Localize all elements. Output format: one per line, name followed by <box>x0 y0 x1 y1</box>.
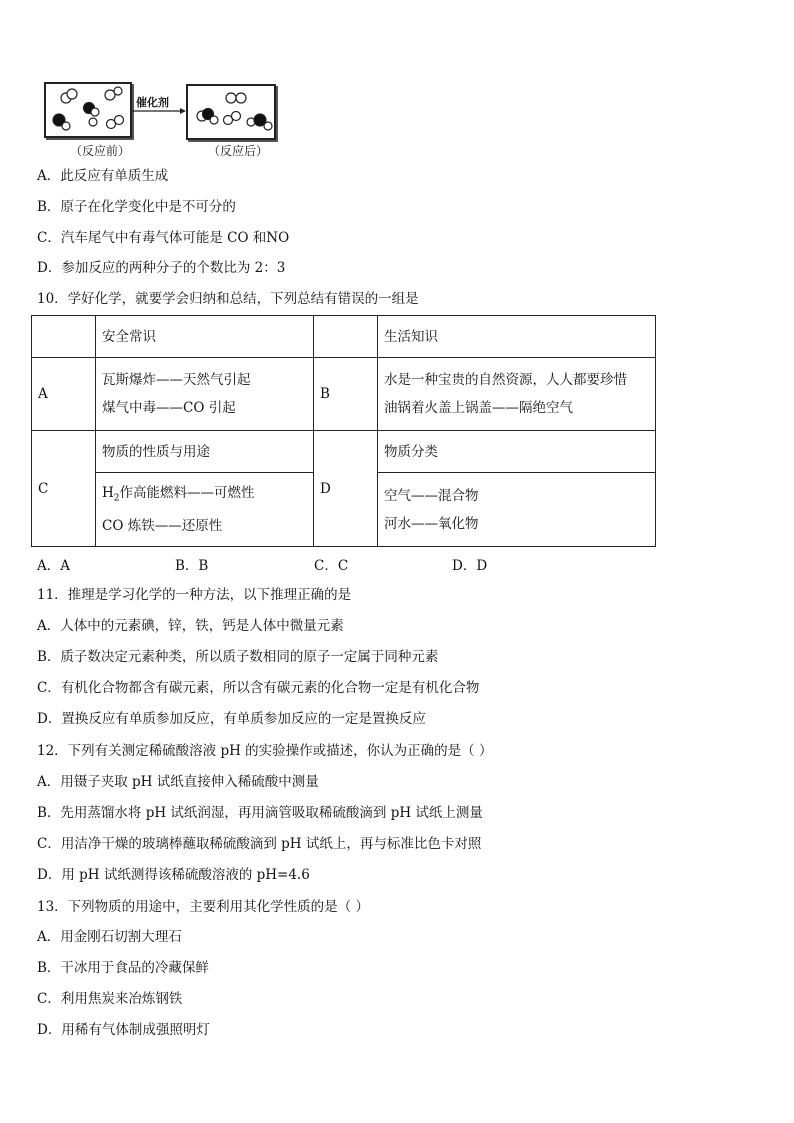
q13-option-a: A．用金刚石切割大理石 <box>37 929 182 945</box>
q10-row-c-label: C <box>32 431 96 547</box>
q10-row-c-content <box>96 473 314 547</box>
q11-stem: 11．推理是学习化学的一种方法，以下推理正确的是 <box>37 587 352 603</box>
q10-option-c: C．C <box>314 558 349 574</box>
q10-a-line2: 煤气中毒——CO 引起 <box>102 400 236 416</box>
q12-stem: 12．下列有关测定稀硫酸溶液 pH 的实验操作或描述，你认为正确的是（ ） <box>37 743 493 759</box>
molecule-drawing <box>44 82 284 146</box>
q10-d-line2: 河水——氧化物 <box>384 515 479 532</box>
q10-options <box>37 554 597 574</box>
q13-option-b: B．干冰用于食品的冷藏保鲜 <box>37 960 209 976</box>
before-molecules <box>53 87 124 130</box>
q10-header-classification: 物质分类 <box>378 431 656 473</box>
q9-option-b: B．原子在化学变化中是不可分的 <box>37 199 236 215</box>
q9-option-c: C．汽车尾气中有毒气体可能是 CO 和NO <box>37 230 290 246</box>
q10-table <box>31 315 656 547</box>
q10-empty-cell-2 <box>314 316 378 358</box>
q10-row-d-content <box>378 473 656 547</box>
q10-a-line1: 瓦斯爆炸——天然气引起 <box>102 372 251 388</box>
q12-option-b: B．先用蒸馏水将 pH 试纸润湿，再用滴管吸取稀硫酸滴到 pH 试纸上测量 <box>37 805 483 821</box>
q12-option-c: C．用洁净干燥的玻璃棒蘸取稀硫酸滴到 pH 试纸上，再与标准比色卡对照 <box>37 836 482 852</box>
q10-stem: 10．学好化学，就要学会归纳和总结，下列总结有错误的一组是 <box>37 291 419 307</box>
q13-option-d: D．用稀有气体制成强照明灯 <box>37 1022 210 1038</box>
after-caption: （反应后） <box>208 144 269 158</box>
catalyst-label: 催化剂 <box>136 96 169 109</box>
q12-option-a: A．用镊子夹取 pH 试纸直接伸入稀硫酸中测量 <box>37 774 319 790</box>
q10-row-b-content <box>378 358 656 431</box>
q13-option-c: C．利用焦炭来冶炼钢铁 <box>37 991 183 1007</box>
q13-stem: 13．下列物质的用途中，主要利用其化学性质的是（ ） <box>37 899 369 915</box>
q10-d-line1: 空气——混合物 <box>384 487 479 504</box>
q10-option-a: A．A <box>37 558 70 574</box>
q10-header-safety: 安全常识 <box>96 316 314 358</box>
q10-option-d: D．D <box>452 558 488 574</box>
before-caption: （反应前） <box>70 144 131 158</box>
q10-b-line2: 油锅着火盖上锅盖——隔绝空气 <box>384 400 573 416</box>
q10-c-line1: $H_2$作高能燃料——可燃性 <box>102 484 255 504</box>
q11-option-d: D．置换反应有单质参加反应，有单质参加反应的一定是置换反应 <box>37 711 426 727</box>
q9-option-a: A．此反应有单质生成 <box>37 168 169 184</box>
q10-empty-cell-1 <box>32 316 96 358</box>
q11-option-c: C．有机化合物都含有碳元素，所以含有碳元素的化合物一定是有机化合物 <box>37 680 480 696</box>
after-molecules <box>197 93 272 130</box>
q10-row-b-label: B <box>314 358 378 431</box>
q10-row-a-label: A <box>32 358 96 431</box>
q11-option-b: B．质子数决定元素种类，所以质子数相同的原子一定属于同种元素 <box>37 649 439 665</box>
q10-header-properties: 物质的性质与用途 <box>96 431 314 473</box>
q12-option-d: D．用 pH 试纸测得该稀硫酸溶液的 pH=4.6 <box>37 867 310 883</box>
reaction-diagram <box>44 82 284 162</box>
q10-row-d-label: D <box>314 431 378 547</box>
q10-c-line2: CO 炼铁——还原性 <box>102 518 223 535</box>
q11-option-a: A．人体中的元素碘，锌，铁，钙是人体中微量元素 <box>37 618 344 634</box>
q10-option-b: B．B <box>175 558 209 574</box>
q9-option-d: D．参加反应的两种分子的个数比为 2：3 <box>37 260 286 276</box>
q10-b-line1: 水是一种宝贵的自然资源，人人都要珍惜 <box>384 372 627 388</box>
q10-row-a-content <box>96 358 314 431</box>
q10-header-life: 生活知识 <box>378 316 656 358</box>
